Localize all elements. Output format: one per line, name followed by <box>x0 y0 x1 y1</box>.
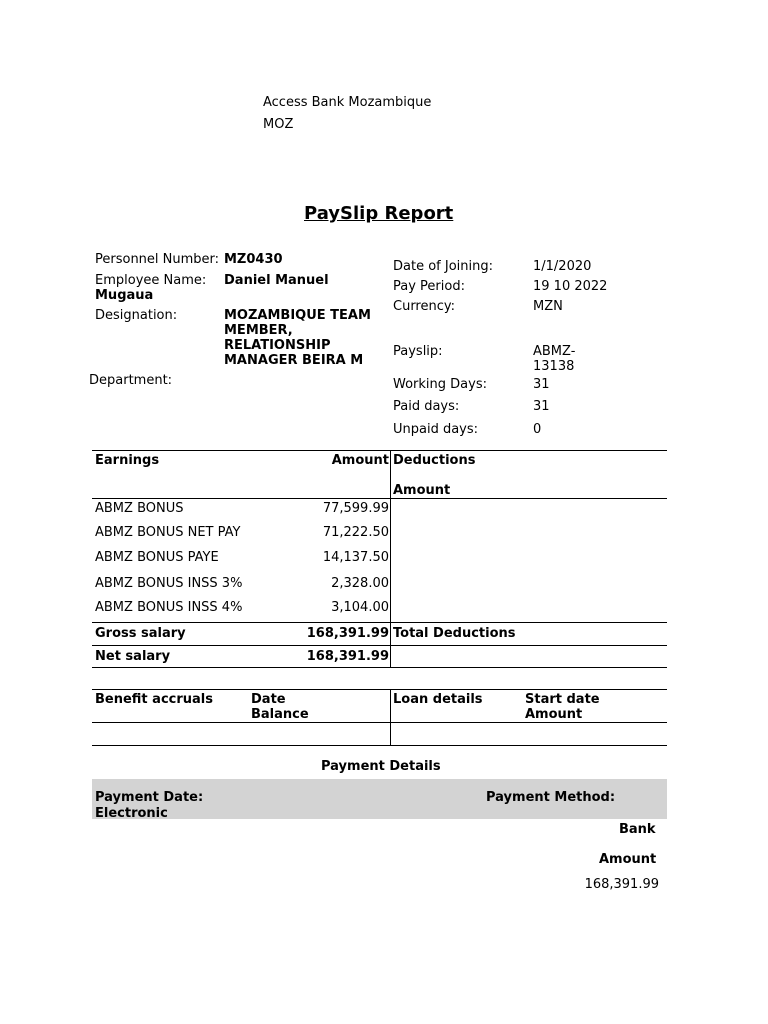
payslip-label: Payslip: <box>393 344 443 359</box>
currency-value: MZN <box>533 299 563 314</box>
amount-header: Amount <box>331 453 389 468</box>
date-header: Date <box>251 692 286 707</box>
earning-row-amount: 3,104.00 <box>331 600 389 615</box>
earning-row-name: ABMZ BONUS INSS 3% <box>95 576 243 591</box>
earning-row-name: ABMZ BONUS <box>95 501 184 516</box>
pay-period-label: Pay Period: <box>393 279 465 294</box>
net-salary-label: Net salary <box>95 649 171 664</box>
employee-name-value-continued: Mugaua <box>95 288 154 303</box>
unpaid-days-value: 0 <box>533 422 542 437</box>
earning-row-amount: 77,599.99 <box>322 501 389 516</box>
date-of-joining-value: 1/1/2020 <box>533 259 592 274</box>
table-divider <box>92 498 667 499</box>
gross-salary-value: 168,391.99 <box>306 626 389 641</box>
earnings-header: Earnings <box>95 453 160 468</box>
loan-amount-header: Amount <box>525 707 583 722</box>
date-of-joining-label: Date of Joining: <box>393 259 493 274</box>
start-date-header: Start date <box>525 692 600 707</box>
designation-label: Designation: <box>95 308 178 323</box>
net-salary-value: 168,391.99 <box>306 649 389 664</box>
unpaid-days-label: Unpaid days: <box>393 422 479 437</box>
paid-days-value: 31 <box>533 399 550 414</box>
column-divider <box>390 689 391 745</box>
table-divider <box>92 450 667 451</box>
table-divider <box>92 645 667 646</box>
employee-name-label: Employee Name: <box>95 273 207 288</box>
table-divider <box>92 689 667 690</box>
working-days-value: 31 <box>533 377 550 392</box>
earning-row-amount: 71,222.50 <box>322 525 389 540</box>
payment-amount-label: Amount <box>599 852 657 867</box>
earning-row-amount: 2,328.00 <box>331 576 389 591</box>
loan-details-header: Loan details <box>393 692 483 707</box>
table-divider <box>92 745 667 746</box>
company-country: MOZ <box>263 117 294 132</box>
payment-electronic-label: Electronic <box>95 806 168 821</box>
column-divider <box>390 450 391 667</box>
earning-row-amount: 14,137.50 <box>322 550 389 565</box>
benefit-accruals-header: Benefit accruals <box>95 692 213 707</box>
currency-label: Currency: <box>393 299 456 314</box>
company-name: Access Bank Mozambique <box>263 95 432 110</box>
earning-row-name: ABMZ BONUS NET PAY <box>95 525 241 540</box>
table-divider <box>92 722 667 723</box>
paid-days-label: Paid days: <box>393 399 460 414</box>
table-divider <box>92 622 667 623</box>
working-days-label: Working Days: <box>393 377 487 392</box>
personnel-number-value: MZ0430 <box>224 252 283 267</box>
table-divider <box>92 667 667 668</box>
deductions-header: Deductions <box>393 453 476 468</box>
payment-bank-label: Bank <box>619 822 656 837</box>
department-label: Department: <box>89 373 173 388</box>
employee-name-value: Daniel Manuel <box>224 273 329 288</box>
deductions-amount-header: Amount <box>393 483 451 498</box>
payment-details-title: Payment Details <box>321 759 441 774</box>
gross-salary-label: Gross salary <box>95 626 186 641</box>
designation-value: MOZAMBIQUE TEAM MEMBER, RELATIONSHIP MANAGER BEIRA M <box>224 308 371 368</box>
payment-date-label: Payment Date: <box>95 790 204 805</box>
earning-row-name: ABMZ BONUS PAYE <box>95 550 219 565</box>
payment-amount-value: 168,391.99 <box>584 877 659 892</box>
payslip-value: ABMZ-13138 <box>533 344 576 374</box>
earning-row-name: ABMZ BONUS INSS 4% <box>95 600 243 615</box>
report-title: PaySlip Report <box>304 203 454 224</box>
balance-header: Balance <box>251 707 309 722</box>
pay-period-value: 19 10 2022 <box>533 279 608 294</box>
payment-method-label: Payment Method: <box>486 790 616 805</box>
personnel-number-label: Personnel Number: <box>95 252 220 267</box>
total-deductions-label: Total Deductions <box>393 626 516 641</box>
